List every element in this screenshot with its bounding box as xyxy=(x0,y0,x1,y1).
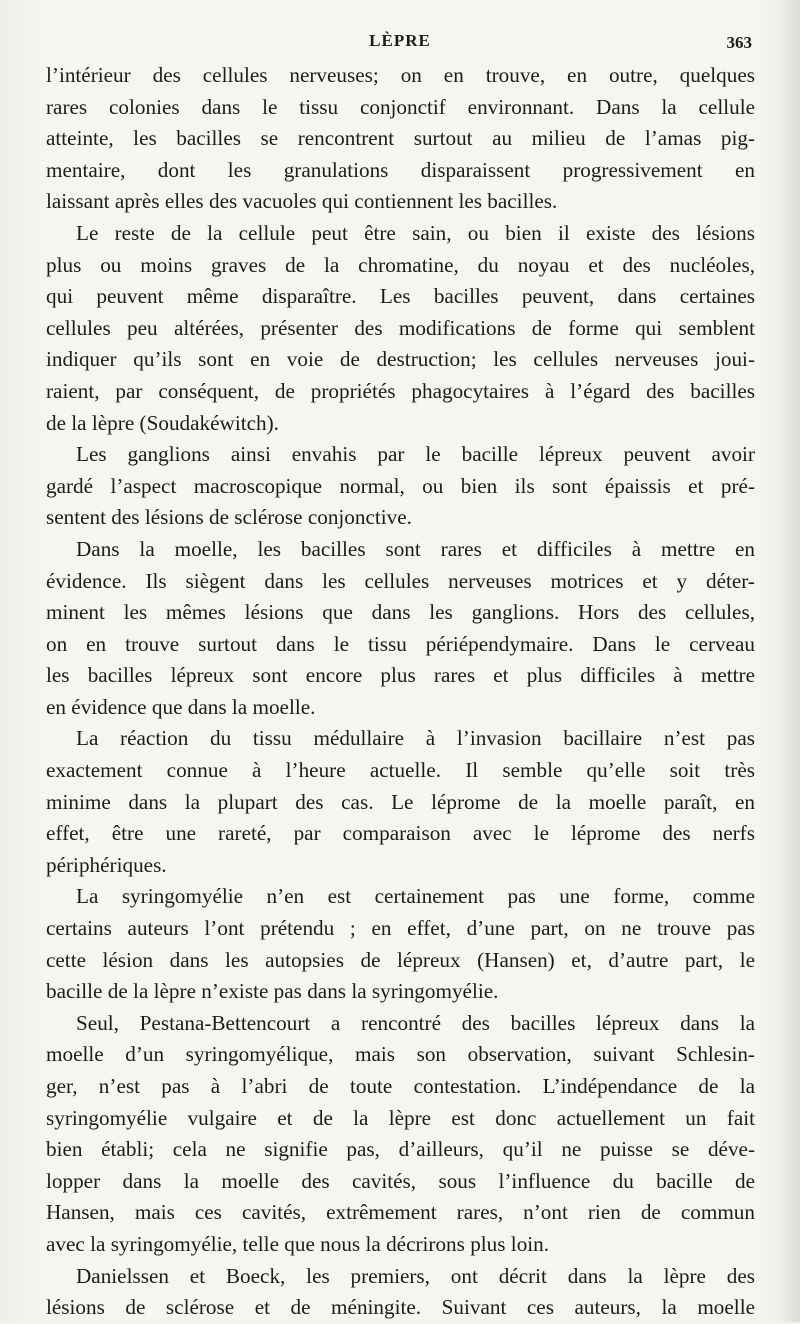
text-line: bien établi; cela ne signifie pas, d’ailleurs, qu’il ne puisse se déve- xyxy=(46,1137,755,1162)
text-line: minime dans la plupart des cas. Le léprome de la moelle paraît, en xyxy=(46,789,755,814)
text-line: en évidence que dans la moelle. xyxy=(46,694,316,719)
text-line: ger, n’est pas à l’abri de toute contestation. L’indépendance de la xyxy=(46,1074,755,1098)
text-line: cette lésion dans les autopsies de lépreux (Hansen) et, d’autre part, le xyxy=(46,947,755,972)
text-line: évidence. Ils siègent dans les cellules nerveuses motrices et y déter- xyxy=(46,568,755,593)
text-line: Seul, Pestana-Bettencourt a rencontré des bacilles lépreux dans la xyxy=(76,1010,755,1035)
text-line: mentaire, dont les granulations disparaissent progressivement en xyxy=(46,157,755,182)
text-line: les bacilles lépreux sont encore plus rares et plus difficiles à mettre xyxy=(46,663,755,688)
text-line: minent les mêmes lésions que dans les ganglions. Hors des cellules, xyxy=(46,600,755,625)
text-line: atteinte, les bacilles se rencontrent surtout au milieu de l’amas pig- xyxy=(46,126,755,151)
text-line: qui peuvent même disparaître. Les bacilles peuvent, dans certaines xyxy=(46,284,755,309)
text-line: Dans la moelle, les bacilles sont rares et difficiles à mettre en xyxy=(76,536,755,561)
text-line: raient, par conséquent, de propriétés phagocytaires à l’égard des bacilles xyxy=(46,378,755,403)
text-line: sentent des lésions de sclérose conjonctive. xyxy=(46,505,412,530)
text-line: plus ou moins graves de la chromatine, du noyau et des nucléoles, xyxy=(46,252,755,277)
text-line: exactement connue à l’heure actuelle. Il semble qu’elle soit très xyxy=(46,758,755,783)
text-line: Hansen, mais ces cavités, extrêmement rares, n’ont rien de commun xyxy=(46,1200,755,1225)
text-line: l’intérieur des cellules nerveuses; on en trouve, en outre, quelques xyxy=(46,63,755,87)
chapter-title: LÈPRE xyxy=(369,31,431,50)
running-head xyxy=(0,31,800,55)
page-edge-shadow xyxy=(782,0,800,1322)
page-number: 363 xyxy=(726,33,752,52)
text-line: Danielssen et Boeck, les premiers, ont décrit dans la lèpre des xyxy=(76,1263,755,1288)
text-line: avec la syringomyélie, telle que nous la décrirons plus loin. xyxy=(46,1231,550,1256)
text-line: effet, être une rareté, par comparaison avec le léprome des nerfs xyxy=(46,821,755,846)
text-line: La réaction du tissu médullaire à l’invasion bacillaire n’est pas xyxy=(76,726,755,751)
text-line: Le reste de la cellule peut être sain, ou bien il existe des lésions xyxy=(76,220,755,245)
text-line: La syringomyélie n’en est certainement pas une forme, comme xyxy=(76,884,755,909)
text-line: Les ganglions ainsi envahis par le bacille lépreux peuvent avoir xyxy=(76,442,755,467)
text-line: de la lèpre (Soudakéwitch). xyxy=(46,410,279,435)
body-text xyxy=(46,60,755,1324)
text-line: bacille de la lèpre n’existe pas dans la syringomyélie. xyxy=(46,979,499,1004)
text-line: on en trouve surtout dans le tissu périépendymaire. Dans le cerveau xyxy=(46,631,755,656)
text-line: gardé l’aspect macroscopique normal, ou bien ils sont épaissis et pré- xyxy=(46,473,755,498)
text-line: certains auteurs l’ont prétendu ; en effet, d’une part, on ne trouve pas xyxy=(46,916,755,941)
text-line: lésions de sclérose et de méningite. Suivant ces auteurs, la moelle xyxy=(46,1295,755,1320)
text-line: indiquer qu’ils sont en voie de destruction; les cellules nerveuses joui- xyxy=(46,347,755,372)
text-line: périphériques. xyxy=(46,852,167,877)
text-line: moelle d’un syringomyélique, mais son observation, suivant Schlesin- xyxy=(46,1042,755,1067)
text-line: syringomyélie vulgaire et de la lèpre est donc actuellement un fait xyxy=(46,1105,755,1130)
text-line: laissant après elles des vacuoles qui contiennent les bacilles. xyxy=(46,189,558,214)
text-line: lopper dans la moelle des cavités, sous l’influence du bacille de xyxy=(46,1168,755,1193)
text-line: rares colonies dans le tissu conjonctif environnant. Dans la cellule xyxy=(46,94,755,119)
text-line: cellules peu altérées, présenter des modifications de forme qui semblent xyxy=(46,315,755,340)
